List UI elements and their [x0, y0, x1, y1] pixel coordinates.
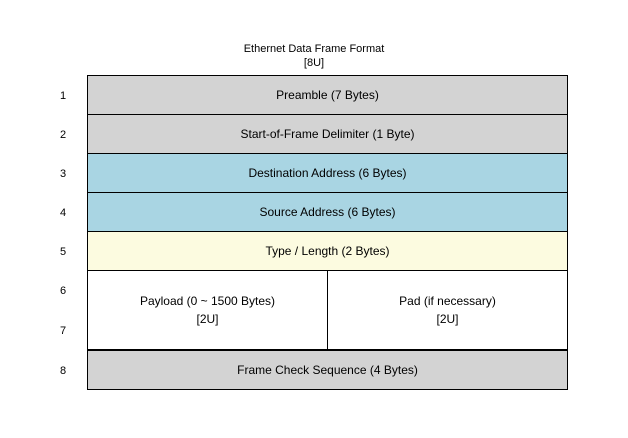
- field-sublabel: [2U]: [196, 312, 219, 326]
- table-row: [60, 193, 568, 232]
- field-label: Start-of-Frame Delimiter (1 Byte): [240, 127, 415, 141]
- split-field-container: [88, 271, 568, 351]
- field-frame-check-sequence: [87, 350, 568, 390]
- table-row: [60, 232, 568, 271]
- row-number: 8: [60, 351, 88, 390]
- field-label: Frame Check Sequence (4 Bytes): [237, 363, 418, 377]
- frame-format-table: [60, 76, 568, 390]
- field-destination-address: [87, 153, 568, 193]
- field-label: Destination Address (6 Bytes): [248, 166, 407, 180]
- field-type-length: [87, 231, 568, 271]
- field-start-of-frame-delimiter: [87, 114, 568, 154]
- row-number: 7: [60, 325, 67, 337]
- field-source-address: [87, 192, 568, 232]
- row-number: 5: [60, 232, 88, 271]
- field-label: Preamble (7 Bytes): [276, 88, 379, 102]
- field-label: Source Address (6 Bytes): [259, 205, 396, 219]
- field-label: Type / Length (2 Bytes): [265, 244, 390, 258]
- table-row: [60, 154, 568, 193]
- table-row: [60, 351, 568, 390]
- row-number: 2: [60, 115, 88, 154]
- table-row-split: [60, 271, 568, 351]
- row-number: 4: [60, 193, 88, 232]
- field-preamble: [87, 75, 568, 115]
- table-row: [60, 115, 568, 154]
- row-number: 1: [60, 76, 88, 115]
- field-payload: [87, 270, 328, 350]
- field-label: Pad (if necessary): [399, 294, 496, 308]
- field-label: Payload (0 ~ 1500 Bytes): [139, 294, 276, 308]
- diagram-title: [0, 42, 628, 70]
- row-number: 6: [60, 285, 67, 297]
- field-sublabel: [2U]: [436, 312, 459, 326]
- row-number: 3: [60, 154, 88, 193]
- field-pad: [327, 270, 568, 350]
- diagram-title-line1: Ethernet Data Frame Format: [243, 43, 385, 55]
- table-row: [60, 76, 568, 115]
- diagram-title-line2: [8U]: [303, 57, 325, 69]
- row-number-group: [60, 271, 88, 351]
